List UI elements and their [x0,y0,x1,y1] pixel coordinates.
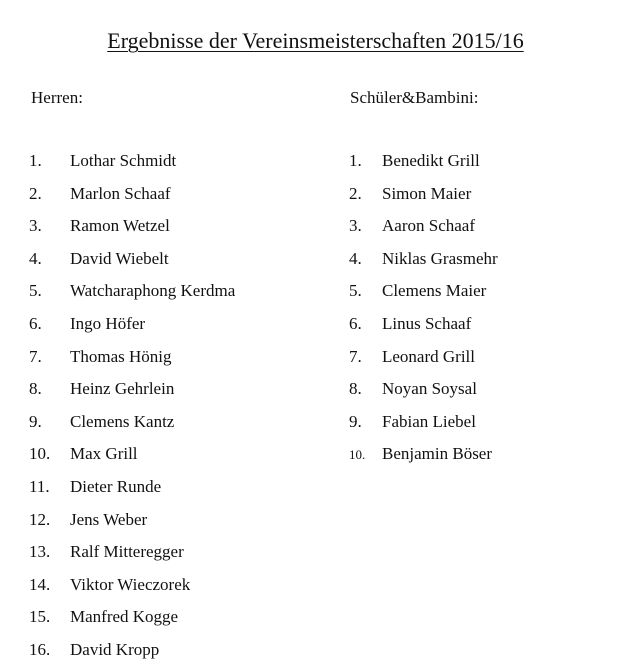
schueler-heading: Schüler&Bambini: [350,88,479,107]
herren-list [29,145,235,667]
rank: 3. [29,216,42,236]
rank: 8. [349,379,362,399]
list-item [349,341,498,374]
rank: 6. [349,313,362,333]
list-item [349,243,498,276]
player-name: Linus Schaaf [382,313,472,333]
rank: 6. [29,313,42,333]
player-name: Niklas Grasmehr [382,248,498,268]
player-name: Noyan Soysal [382,379,477,399]
rank: 16. [29,639,51,659]
player-name: Manfred Kogge [70,607,179,627]
player-name: Marlon Schaaf [70,183,171,203]
list-item [349,406,498,439]
player-name: Benjamin Böser [382,444,493,464]
list-item [349,145,498,178]
rank: 8. [29,379,42,399]
player-name: Ralf Mitteregger [70,542,184,562]
rank: 1. [29,151,42,170]
list-item [29,438,235,471]
list-item [349,308,498,341]
rank: 9. [29,411,42,431]
player-name: Ramon Wetzel [70,216,170,236]
rank: 10. [29,444,51,464]
player-name: Lothar Schmidt [70,151,177,170]
list-item [349,438,498,471]
player-name: Fabian Liebel [382,411,476,431]
rank: 4. [349,248,362,268]
rank: 2. [29,183,42,203]
list-item [29,406,235,439]
list-item [29,373,235,406]
rank: 13. [29,542,51,562]
list-item [29,145,235,178]
player-name: Jens Weber [70,509,148,529]
rank: 7. [29,346,42,366]
player-name: Clemens Kantz [70,411,175,431]
player-name: Simon Maier [382,183,472,203]
list-item [29,341,235,374]
rank: 9. [349,411,362,431]
rank: 1. [349,151,362,170]
list-item [29,569,235,602]
player-name: Thomas Hönig [70,346,172,366]
player-name: Leonard Grill [382,346,475,366]
rank: 14. [29,574,51,594]
rank: 2. [349,183,362,203]
rank: 5. [349,281,362,301]
rank: 12. [29,509,51,529]
player-name: Benedikt Grill [382,151,480,170]
rank: 3. [349,216,362,236]
player-name: Aaron Schaaf [382,216,475,236]
list-item [349,275,498,308]
list-item [349,178,498,211]
herren-heading: Herren: [31,88,83,107]
player-name: Viktor Wieczorek [70,574,191,594]
list-item [29,275,235,308]
rank: 7. [349,346,362,366]
player-name: David Kropp [70,639,160,659]
list-item [29,210,235,243]
player-name: Heinz Gehrlein [70,379,175,399]
player-name: Max Grill [70,444,138,464]
list-item [29,601,235,634]
player-name: Dieter Runde [70,476,162,496]
rank: 11. [29,476,50,496]
list-item [29,178,235,211]
list-item [349,210,498,243]
list-item [29,504,235,537]
list-item [29,536,235,569]
player-name: Ingo Höfer [70,313,146,333]
list-item [29,471,235,504]
page-title: Ergebnisse der Vereinsmeisterschaften 2015/16 [107,28,524,53]
list-item [29,308,235,341]
list-item [29,243,235,276]
player-name: Watcharaphong Kerdma [70,281,236,301]
rank: 15. [29,607,51,627]
list-item [349,373,498,406]
player-name: Clemens Maier [382,281,487,301]
schueler-list [349,145,498,471]
rank: 10. [349,447,366,463]
player-name: David Wiebelt [70,248,169,268]
rank: 4. [29,248,42,268]
rank: 5. [29,281,42,301]
list-item [29,634,235,667]
